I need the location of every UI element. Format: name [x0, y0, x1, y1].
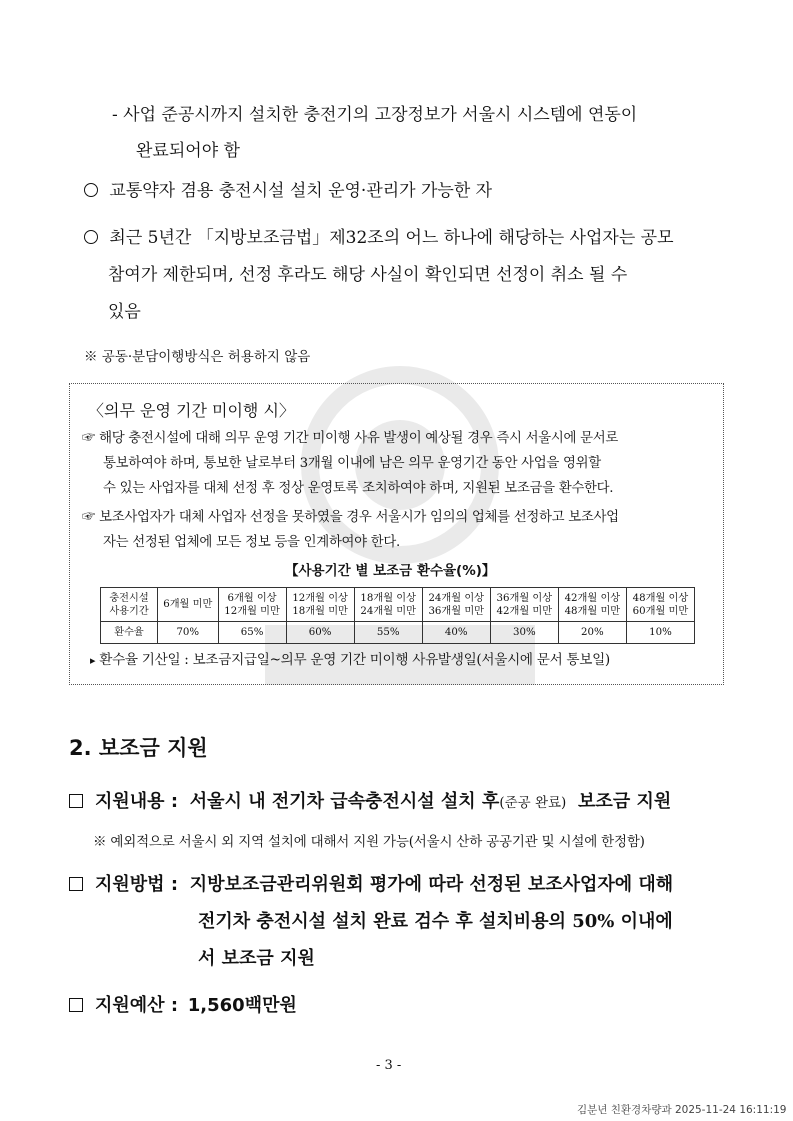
period-cell: 6개월 미만	[158, 588, 219, 622]
support-method-text-2: 전기차 충전시설 설치 완료 검수 후 설치비용의 50% 이내에	[198, 911, 673, 932]
list-line-1: - 사업 준공시까지 설치한 충전기의 고장정보가 서울시 시스템에 연동이	[112, 105, 638, 125]
note-exception: ※ 예외적으로 서울시 외 지역 설치에 대해서 지원 가능(서울시 산하 공공기관 및 시설에 한정함)	[93, 834, 645, 850]
refund-basis-note	[90, 648, 610, 668]
support-method-text-3: 서 보조금 지원	[198, 948, 315, 969]
support-content-label: 지원내용 :	[95, 791, 179, 812]
circle-bullet-icon	[84, 230, 98, 244]
p1-line3: 수 있는 사업자를 대체 선정 후 정상 운영토록 조치하여야 하며, 지원된 보조금을 환수한다.	[103, 481, 614, 496]
support-budget-item	[69, 991, 297, 1017]
rate-cell: 65%	[218, 622, 286, 644]
support-content-item	[69, 787, 671, 813]
print-stamp: 김분년 친환경차량과 2025-11-24 16:11:19	[577, 1104, 787, 1116]
refund-rate-table	[100, 587, 695, 644]
p2-line1: 보조사업자가 대체 사업자 선정을 못하였을 경우 서울시가 임의의 업체를 선정하고 보조사업	[99, 510, 619, 525]
p1-line2: 통보하여야 하며, 통보한 날로부터 3개월 이내에 남은 의무 운영기간 동안 사업을 영위할	[103, 456, 601, 471]
checkbox-square-icon	[69, 998, 83, 1012]
support-method-text-1: 지방보조금관리위원회 평가에 따라 선정된 보조사업자에 대해	[189, 874, 674, 895]
rate-cell: 10%	[626, 622, 694, 644]
period-cell: 18개월 이상 24개월 미만	[354, 588, 422, 622]
hand-pointer-icon: ☞	[82, 431, 96, 446]
p2-line2: 자는 선정된 업체에 모든 정보 등을 인계하여야 한다.	[103, 535, 400, 550]
support-content-text-end: 보조금 지원	[578, 791, 672, 812]
period-cell: 36개월 이상 42개월 미만	[490, 588, 558, 622]
section-heading: 2. 보조금 지원	[69, 736, 208, 760]
rate-cell: 20%	[558, 622, 626, 644]
checkbox-square-icon	[69, 794, 83, 808]
support-budget-value: 1,560백만원	[187, 995, 297, 1016]
checkbox-square-icon	[69, 877, 83, 891]
table-header-label: 충전시설 사용기간	[101, 588, 158, 622]
table-title: 【사용기간 별 보조금 환수율(%)】	[285, 563, 496, 579]
hand-pointer-icon: ☞	[82, 510, 96, 525]
rate-cell: 60%	[286, 622, 354, 644]
bullet-item-3	[84, 223, 674, 248]
p1-line1: 해당 충전시설에 대해 의무 운영 기간 미이행 사유 발생이 예상될 경우 즉시 서울시에 문서로	[99, 431, 619, 446]
rate-cell: 70%	[158, 622, 219, 644]
bullet-item-3-line3: 있음	[108, 302, 141, 322]
rate-cell: 40%	[422, 622, 490, 644]
support-method-item	[69, 870, 673, 896]
note-joint-bid: ※ 공동·분담이행방식은 허용하지 않음	[84, 349, 311, 365]
list-line-1-cont: 완료되어야 함	[136, 141, 240, 161]
box-paragraph-2	[82, 505, 619, 555]
bullet-item-3-line2: 참여가 제한되며, 선정 후라도 해당 사실이 확인되면 선정이 취소 될 수	[108, 265, 628, 285]
period-cell: 24개월 이상 36개월 미만	[422, 588, 490, 622]
obligation-info-box	[69, 383, 724, 685]
refund-basis-text: 환수율 기산일 : 보조금지급일~의무 운영 기간 미이행 사유발생일(서울시에 문서 통보일)	[99, 652, 610, 668]
row-label: 환수율	[101, 622, 158, 644]
support-budget-label: 지원예산 :	[95, 995, 179, 1016]
rate-cell: 55%	[354, 622, 422, 644]
support-method-label: 지원방법 :	[95, 874, 179, 895]
bullet-item-2	[84, 176, 492, 201]
box-paragraph-1	[82, 426, 618, 501]
rate-cell: 30%	[490, 622, 558, 644]
period-cell: 12개월 이상 18개월 미만	[286, 588, 354, 622]
period-cell: 48개월 이상 60개월 미만	[626, 588, 694, 622]
page-number: - 3 -	[376, 1058, 402, 1073]
triangle-bullet-icon: ▸	[90, 654, 96, 667]
bullet-item-2-text: 교통약자 겸용 충전시설 설치 운영·관리가 가능한 자	[109, 181, 493, 201]
box-title: 〈의무 운영 기간 미이행 시〉	[88, 401, 295, 420]
period-cell: 42개월 이상 48개월 미만	[558, 588, 626, 622]
table-row	[101, 622, 695, 644]
support-content-paren: (준공 완료)	[499, 795, 567, 811]
period-cell: 6개월 이상 12개월 미만	[218, 588, 286, 622]
bullet-item-3-text: 최근 5년간 「지방보조금법」제32조의 어느 하나에 해당하는 사업자는 공모	[109, 228, 674, 248]
table-row	[101, 588, 695, 622]
circle-bullet-icon	[84, 183, 98, 197]
support-content-text: 서울시 내 전기차 급속충전시설 설치 후	[189, 791, 500, 812]
